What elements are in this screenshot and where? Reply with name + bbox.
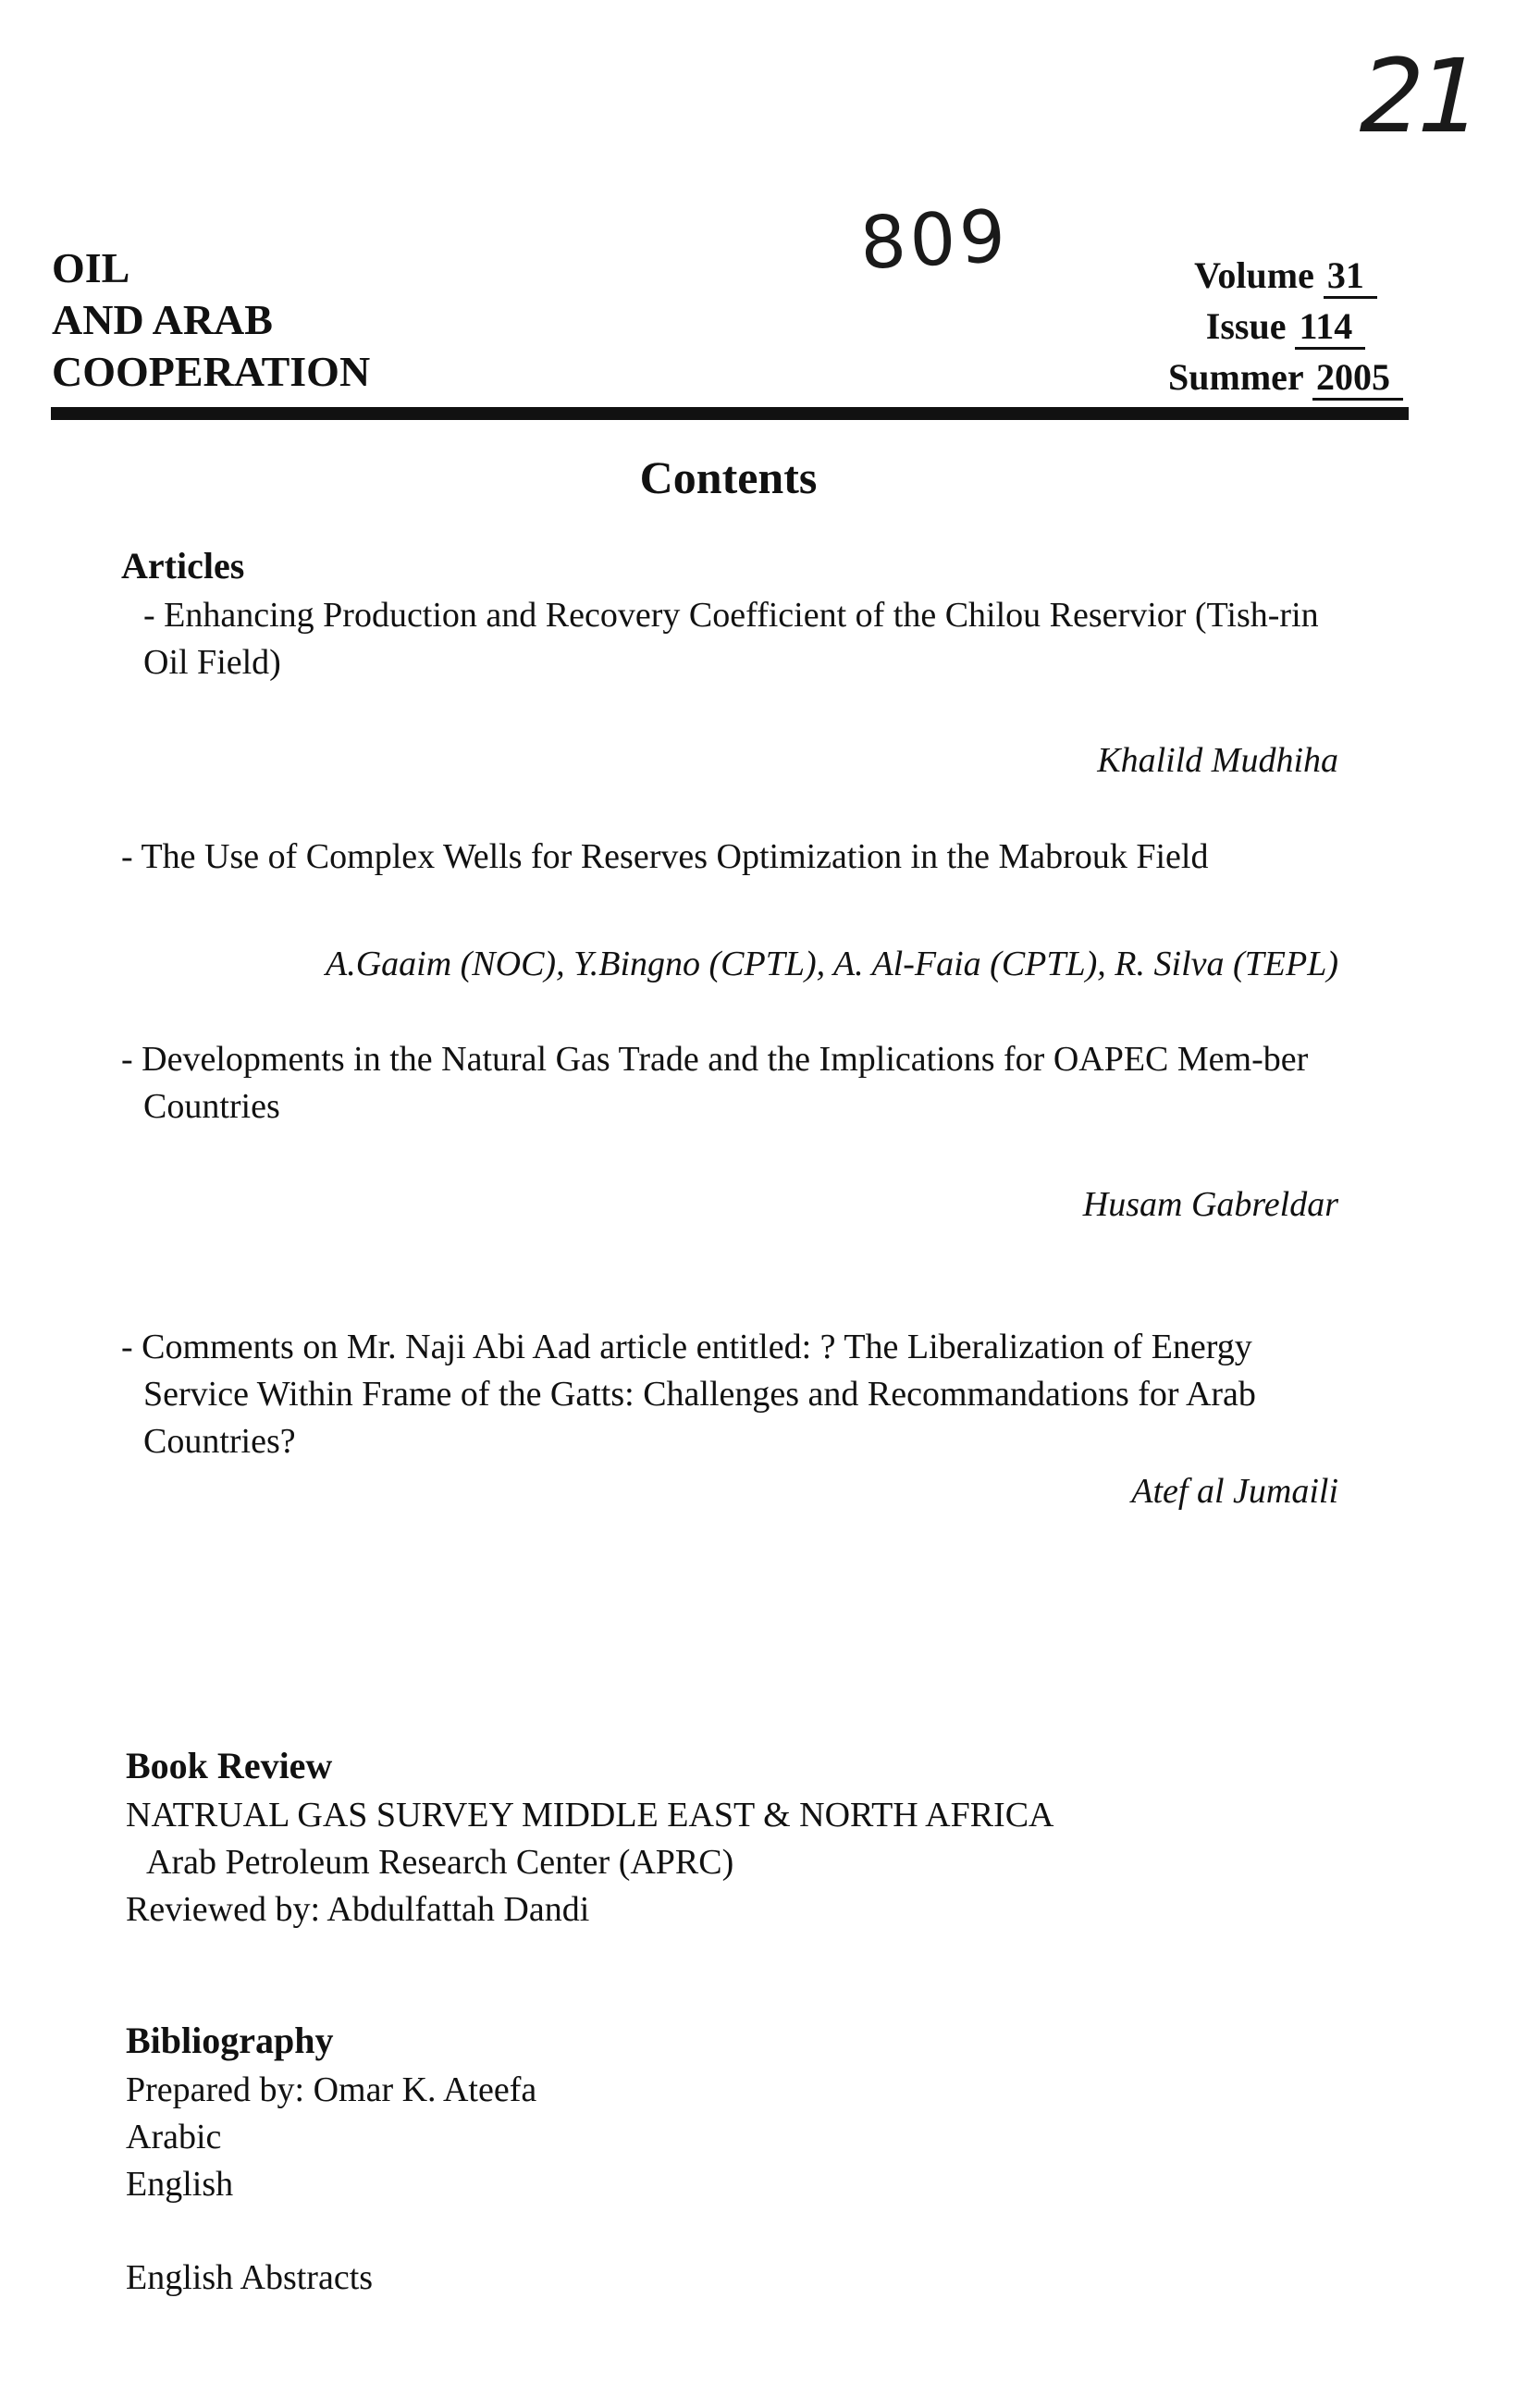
article-item (121, 834, 1351, 881)
article-item (121, 592, 1351, 686)
book-review-heading: Book Review (126, 1745, 333, 1786)
year-number: 2005 (1312, 357, 1403, 401)
issue-number: 114 (1295, 306, 1365, 350)
article-author: A.Gaaim (NOC), Y.Bingno (CPTL), A. Al-Faia (CPTL), R. Silva (TEPL) (325, 945, 1338, 983)
header-rule (51, 407, 1409, 420)
article-item (121, 1036, 1351, 1131)
handwritten-number-mark: 809 (857, 194, 1012, 287)
handwritten-corner-mark: 21 (1347, 37, 1487, 155)
article-title: - Enhancing Production and Recovery Coefficient of the Chilou Reservior (Tish-rin Oil Field) (143, 596, 1319, 682)
article-author: Atef al Jumaili (1131, 1472, 1338, 1511)
issue-label: Issue (1205, 305, 1287, 347)
masthead-line: OIL (52, 244, 130, 291)
volume-label: Volume (1194, 254, 1314, 296)
articles-heading: Articles (121, 545, 245, 587)
article-author: Khalild Mudhiha (1097, 741, 1338, 780)
english-abstracts: English Abstracts (126, 2258, 374, 2297)
masthead-line: COOPERATION (52, 348, 371, 395)
bibliography-line: Arabic (126, 2118, 222, 2156)
issue-line (1156, 301, 1415, 352)
masthead-line: AND ARAB (52, 296, 273, 343)
volume-number: 31 (1324, 255, 1377, 299)
journal-masthead (52, 242, 514, 398)
book-review-line: Arab Petroleum Research Center (APRC) (146, 1843, 734, 1882)
article-title: - Developments in the Natural Gas Trade and the Implications for OAPEC Mem-ber Countries (121, 1040, 1309, 1126)
book-review-line: Reviewed by: Abdulfattah Dandi (126, 1890, 590, 1929)
article-title: - The Use of Complex Wells for Reserves Optimization in the Mabrouk Field (121, 837, 1209, 876)
bibliography-line: Prepared by: Omar K. Ateefa (126, 2070, 537, 2109)
bibliography-heading: Bibliography (126, 2020, 334, 2061)
article-item (121, 1324, 1351, 1465)
season-line (1156, 352, 1415, 402)
article-title: - Comments on Mr. Naji Abi Aad article entitled: ? The Liberalization of Energy Service Within Frame of the Gatts: Challenges and Recommandations for Arab Countries? (121, 1328, 1256, 1461)
contents-title: Contents (639, 451, 818, 503)
season-label: Summer (1168, 356, 1303, 398)
book-review-line: NATRUAL GAS SURVEY MIDDLE EAST & NORTH AFRICA (126, 1796, 1054, 1835)
article-author: Husam Gabreldar (1082, 1185, 1338, 1224)
bibliography-line: English (126, 2165, 234, 2204)
volume-line (1156, 250, 1415, 301)
volume-info (1156, 250, 1415, 402)
